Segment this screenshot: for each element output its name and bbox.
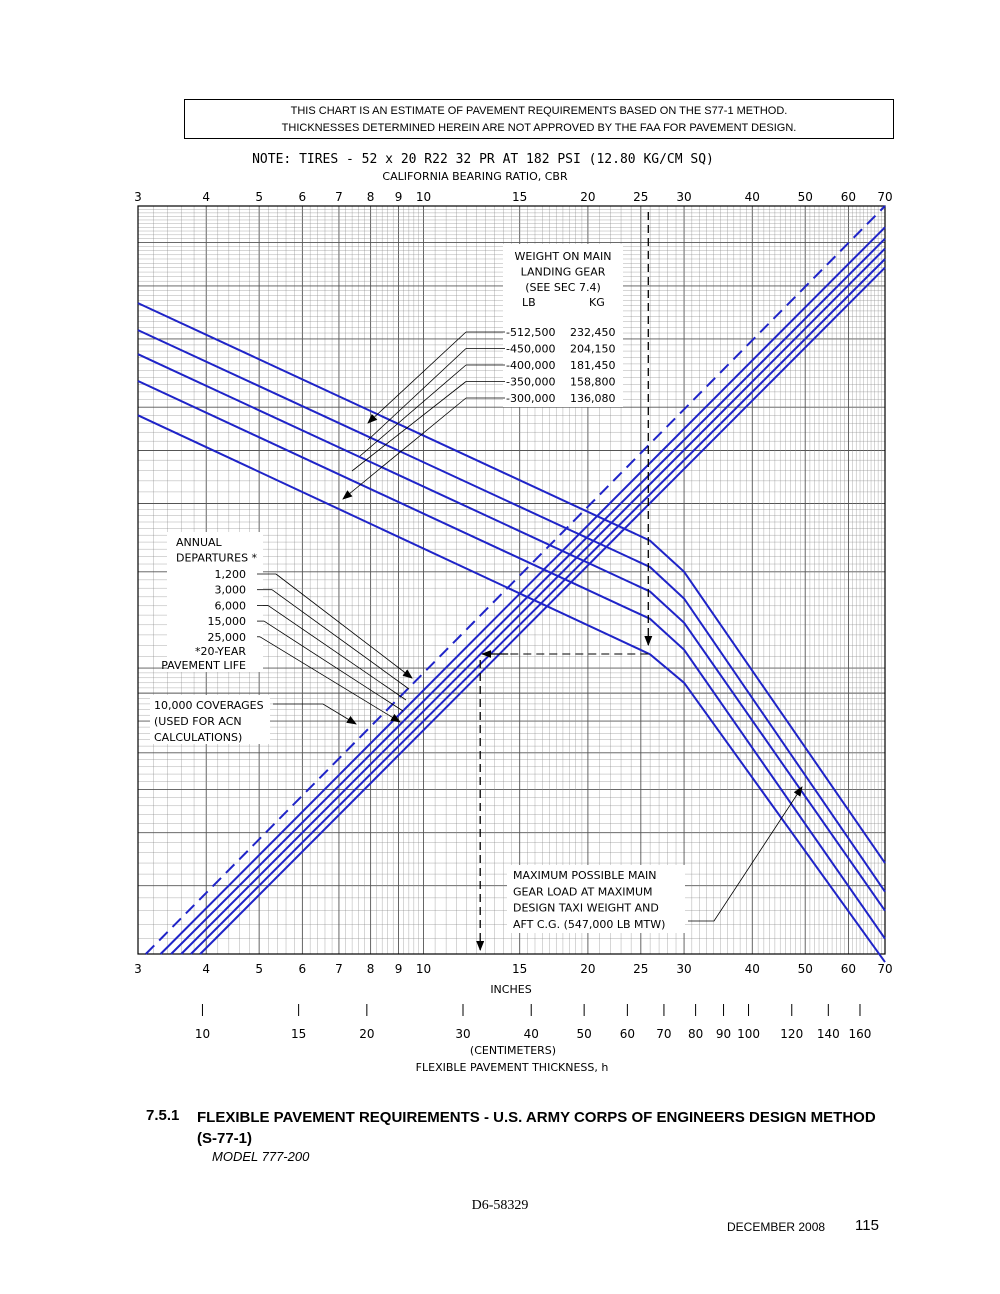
departure-leader	[260, 637, 400, 722]
departure-leader	[276, 574, 412, 678]
coverages-note-text: 10,000 COVERAGES	[154, 699, 264, 712]
bottom-tick-label: 6	[298, 962, 307, 976]
cm-tick-label: 40	[523, 1027, 539, 1041]
bottom-tick-label: 70	[877, 962, 893, 976]
coverages-note-text: (USED FOR ACN	[154, 715, 242, 728]
disclaimer-line-2: THICKNESSES DETERMINED HEREIN ARE NOT APPROVED BY THE FAA FOR PAVEMENT DESIGN.	[281, 122, 797, 134]
weight-legend-kg: 204,150	[570, 342, 616, 356]
weight-legend-kg: 158,800	[570, 375, 616, 389]
departures-legend-value: 1,200	[214, 568, 246, 581]
bottom-tick-label: 10	[415, 962, 432, 976]
page-number: 115	[855, 1217, 879, 1234]
cm-tick-label: 10	[194, 1027, 211, 1041]
model-label: MODEL 777-200	[212, 1149, 310, 1164]
cm-tick-label: 90	[715, 1027, 732, 1041]
cm-tick-label: 100	[737, 1027, 760, 1041]
departures-legend-footnote: *20-YEAR	[195, 645, 246, 658]
max-load-leader	[688, 787, 802, 921]
cm-tick-label: 15	[290, 1027, 307, 1041]
weight-legend-kg: 136,080	[570, 392, 616, 405]
max-load-note-text: DESIGN TAXI WEIGHT AND	[513, 901, 659, 915]
cm-tick-label: 30	[455, 1027, 471, 1041]
top-tick-label: 5	[255, 190, 263, 204]
weight-legend-title: LANDING GEAR	[520, 265, 606, 279]
departures-legend-value: 15,000	[207, 615, 246, 629]
chart-annotations	[150, 212, 802, 950]
departures-legend-title: DEPARTURES *	[176, 551, 258, 565]
top-tick-label: 60	[840, 190, 857, 204]
coverages-note-text: CALCULATIONS)	[154, 731, 243, 744]
departures-legend-value: 6,000	[214, 599, 246, 613]
bottom-tick-label: 60	[840, 962, 857, 976]
document-number: D6-58329	[471, 1198, 529, 1213]
weight-legend-lb: -450,000	[506, 342, 556, 356]
bottom-tick-label: 4	[202, 962, 211, 976]
departures-legend-value: 3,000	[214, 583, 246, 597]
max-load-note-text: AFT C.G. (547,000 LB MTW)	[513, 917, 666, 931]
bottom-tick-label: 40	[744, 962, 760, 976]
disclaimer-line-1: THIS CHART IS AN ESTIMATE OF PAVEMENT REQUIREMENTS BASED ON THE S77-1 METHOD.	[290, 105, 788, 117]
bottom-tick-label: 7	[335, 962, 343, 976]
cm-axis-label: (CENTIMETERS)	[469, 1044, 557, 1057]
cm-tick-label: 120	[780, 1027, 804, 1041]
cm-tick-label: 80	[687, 1027, 704, 1041]
top-tick-label: 8	[366, 190, 375, 204]
weight-legend-kg: 232,450	[570, 326, 616, 339]
document-date: DECEMBER 2008	[727, 1220, 826, 1234]
max-load-note-text: MAXIMUM POSSIBLE MAIN	[513, 869, 657, 882]
departure-leader	[268, 605, 406, 700]
top-tick-label: 9	[394, 190, 403, 204]
x-axis-title: FLEXIBLE PAVEMENT THICKNESS, h	[415, 1061, 609, 1074]
top-tick-label: 70	[877, 190, 893, 204]
section-number: 7.5.1	[146, 1107, 180, 1124]
top-tick-label: 40	[744, 190, 760, 204]
weight-leader	[360, 365, 466, 456]
bottom-tick-label: 8	[366, 962, 375, 976]
cm-tick-label: 60	[619, 1027, 636, 1041]
bottom-tick-label: 25	[633, 962, 649, 976]
departures-legend-value: 25,000	[207, 630, 246, 644]
weight-legend-lb-header: LB	[522, 296, 536, 309]
top-axis-label: CALIFORNIA BEARING RATIO, CBR	[382, 170, 568, 183]
departures-legend-footnote: PAVEMENT LIFE	[161, 659, 246, 672]
weight-legend-kg-header: KG	[589, 296, 605, 309]
departures-legend-title: ANNUAL	[176, 536, 222, 549]
top-tick-label: 7	[335, 190, 343, 204]
section-title: FLEXIBLE PAVEMENT REQUIREMENTS - U.S. ARMY CORPS OF ENGINEERS DESIGN METHOD (S-77-1)	[197, 1109, 876, 1147]
weight-legend-title: (SEE SEC 7.4)	[525, 281, 601, 294]
top-tick-label: 4	[202, 190, 211, 204]
top-tick-label: 15	[512, 190, 528, 204]
cm-tick-label: 140	[816, 1027, 840, 1041]
bottom-tick-label: 30	[676, 962, 692, 976]
bottom-tick-label: 50	[797, 962, 813, 976]
top-tick-label: 20	[580, 190, 596, 204]
cm-tick-label: 70	[656, 1027, 672, 1041]
top-tick-label: 10	[415, 190, 432, 204]
bottom-tick-label: 9	[394, 962, 403, 976]
top-tick-label: 25	[633, 190, 649, 204]
weight-legend-kg: 181,450	[570, 359, 616, 372]
cm-tick-label: 20	[359, 1027, 375, 1041]
chart-note: NOTE: TIRES - 52 x 20 R22 32 PR AT 182 PSI (12.80 KG/CM SQ)	[252, 152, 714, 167]
weight-legend-lb: -400,000	[506, 359, 556, 372]
weight-leader	[343, 398, 466, 499]
bottom-tick-label: 3	[134, 962, 142, 976]
weight-legend-lb: -350,000	[506, 375, 556, 389]
bottom-tick-label: 5	[255, 962, 263, 976]
cm-tick-label: 160	[848, 1027, 872, 1041]
max-load-note-text: GEAR LOAD AT MAXIMUM	[513, 885, 653, 899]
top-tick-label: 30	[676, 190, 692, 204]
bottom-tick-label: 15	[512, 962, 528, 976]
weight-legend-lb: -300,000	[506, 392, 556, 405]
weight-legend-title: WEIGHT ON MAIN	[514, 250, 612, 263]
bottom-tick-label: 20	[580, 962, 596, 976]
top-tick-label: 50	[797, 190, 813, 204]
top-tick-label: 3	[134, 190, 142, 204]
top-tick-label: 6	[298, 190, 307, 204]
weight-leader	[368, 349, 466, 441]
weight-legend-lb: -512,500	[506, 326, 556, 339]
bottom-axis-label: INCHES	[490, 983, 532, 996]
cm-tick-label: 50	[576, 1027, 592, 1041]
